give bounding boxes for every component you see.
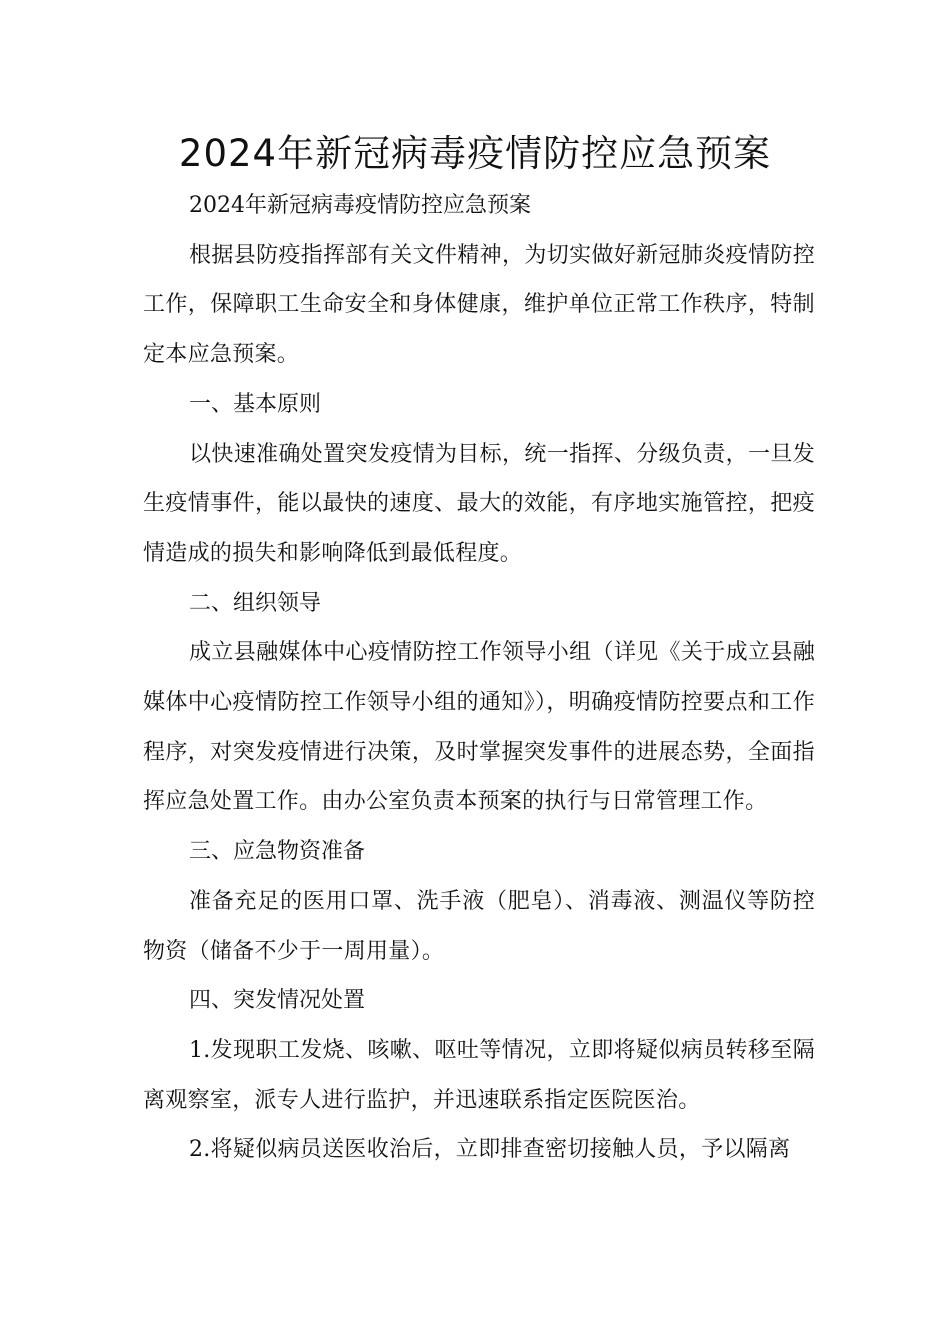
- section-paragraph: 准备充足的医用口罩、洗手液（肥皂）、消毒液、测温仪等防控物资（储备不少于一周用量）。: [143, 888, 815, 964]
- section-heading-emergency: 四、突发情况处置: [189, 988, 366, 1014]
- document-title: 2024年新冠病毒疫情防控应急预案: [178, 132, 772, 175]
- section-heading-leadership: 二、组织领导: [189, 590, 322, 616]
- document-body: [143, 181, 815, 1175]
- section-heading-supplies: 三、应急物资准备: [189, 839, 366, 865]
- document-subtitle: 2024年新冠病毒疫情防控应急预案: [189, 193, 531, 218]
- section-paragraph: 1.发现职工发烧、咳嗽、呕吐等情况，立即将疑似病员转移至隔离观察室，派专人进行监护，并迅速联系指定医院医治。: [143, 1037, 815, 1113]
- intro-paragraph: 根据县防疫指挥部有关文件精神，为切实做好新冠肺炎疫情防控工作，保障职工生命安全和身体健康，维护单位正常工作秩序，特制定本应急预案。: [143, 242, 815, 368]
- section-paragraph: 以快速准确处置突发疫情为目标，统一指挥、分级负责，一旦发生疫情事件，能以最快的速度、最大的效能，有序地实施管控，把疫情造成的损失和影响降低到最低程度。: [143, 441, 815, 566]
- section-paragraph: 成立县融媒体中心疫情防控工作领导小组（详见《关于成立县融媒体中心疫情防控工作领导小组的通知》），明确疫情防控要点和工作程序，对突发疫情进行决策，及时掌握突发事件的进展态势，全面指挥应急处置工作。由办公室负责本预案的执行与日常管理工作。: [143, 640, 815, 815]
- section-heading-principles: 一、基本原则: [189, 391, 322, 417]
- section-paragraph: 2.将疑似病员送医收治后，立即排查密切接触人员，予以隔离: [189, 1137, 791, 1163]
